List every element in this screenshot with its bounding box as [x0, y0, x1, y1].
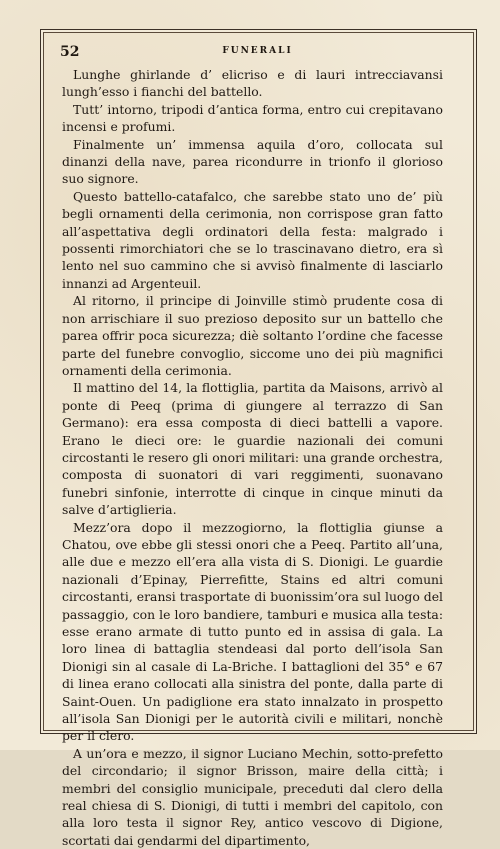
paragraph: Al ritorno, il principe di Joinville stimò prudente cosa di non arrischiare il suo prezioso deposito sur un battello che parea offrir poca sicurezza; diè soltanto l’ordine che facesse parte del funebre convoglio, siccome uno dei più magnifici ornamenti della cerimonia. — [62, 293, 443, 378]
paragraph: Mezz’ora dopo il mezzogiorno, la flottiglia giunse a Chatou, ove ebbe gli stessi onori che a Peeq. Partito all’una, alle due e mezzo ell’era alla vista di S. Dionigi. Le guardie nazionali d’Epinay, Pierrefitte, Stains ed altri comuni circostanti, eransi trasportate di buonissim’ora sul luogo del passaggio, con le loro bandiere, tamburi e musica alla testa: esse erano armate di tutto punto ed in assisa di gala. La loro linea di battaglia stendeasi dal porto dell’isola San Dionigi sin al casale di La-Briche. I battaglioni del 35° e 67 di linea erano collocati alla sinistra del ponte, dalla parte di Saint-Ouen. Un padiglione era stato innalzato in prospetto all’isola San Dionigi per le autorità civili e militari, nonchè per il clero. — [62, 519, 443, 744]
paragraph: Lunghe ghirlande d’ elicriso e di lauri intrecciavansi lungh’esso i fianchi del battello. — [62, 67, 443, 100]
paragraph: Finalmente un’ immensa aquila d’oro, collocata sul dinanzi della nave, parea ricondurre in trionfo il glorioso suo signore. — [62, 136, 443, 187]
paragraph: Tutt’ intorno, tripodi d’antica forma, entro cui crepitavano incensi e profumi. — [62, 101, 443, 135]
paragraph: A un’ora e mezzo, il signor Luciano Mechin, sotto-prefetto del circondario; il signor Brisson, maire della città; i membri del consiglio municipale, preceduti dal clero della real chiesa di S. Dionigi, di tutti i membri del capitolo, con alla loro testa il signor Rey, antico vescovo di Digione, scortati dai gendarmi del dipartimento, — [62, 745, 443, 848]
page-number: 52 — [60, 44, 80, 60]
paragraph: Questo battello-catafalco, che sarebbe stato uno de’ più begli ornamenti della cerimonia, non corrispose gran fatto all’aspettativa degli ordinatori della festa: malgrado i possenti rimorchiatori che se lo trascinavano dietro, era sì lento nel suo cammino che si avvisò finalmente di lasciarlo innanzi ad Argenteuil. — [62, 188, 443, 291]
body-text — [62, 66, 443, 849]
page-header — [60, 44, 455, 62]
running-title: FUNERALI — [222, 46, 293, 56]
paragraph: Il mattino del 14, la flottiglia, partita da Maisons, arrivò al ponte di Peeq (prima di giungere al terrazzo di San Germano): era essa composta di dieci battelli a vapore. Erano le dieci ore: le guardie nazionali dei comuni circostanti le resero gli onori militari: una grande orchestra, composta di suonatori di vari reggimenti, suonavano funebri sinfonie, interrotte di cinque in cinque minuti da salve d’artiglieria. — [62, 380, 443, 518]
